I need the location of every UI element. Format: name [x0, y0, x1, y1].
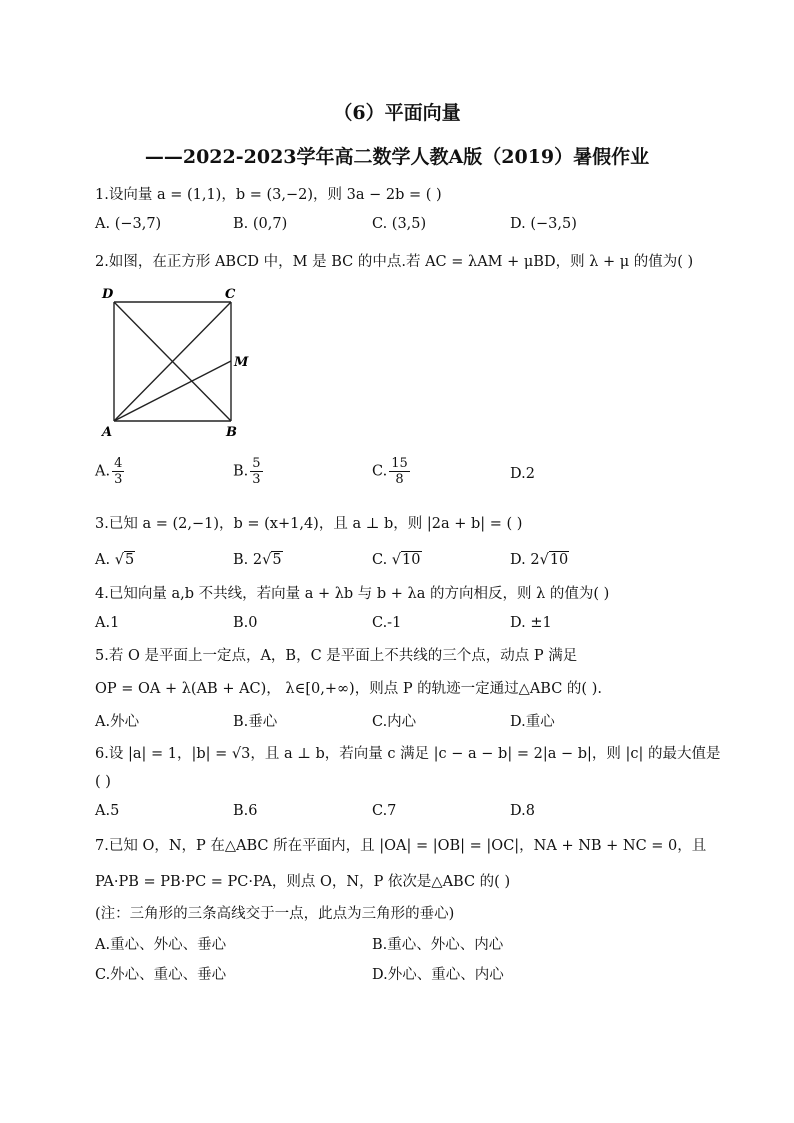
q1-option-a: A. (−3,7)	[95, 216, 162, 232]
q1-option-d: D. (−3,5)	[510, 216, 577, 232]
question-5: 5.若 O 是平面上一定点，A，B，C 是平面上不共线的三个点，动点 P 满足	[95, 648, 578, 664]
q2-option-a: A. $\frac{4}{3}$	[95, 456, 123, 487]
question-5-condition: OP = OA + λ(AB + AC)， λ∈[0,+∞)，则点 P 的轨迹一定通过△ABC 的( ).	[95, 681, 602, 697]
q5-option-d: D.重心	[510, 714, 555, 730]
question-6-paren: ( )	[95, 774, 111, 790]
question-4: 4.已知向量 a,b 不共线，若向量 a + λb 与 b + λa 的方向相反，则 λ 的值为( )	[95, 586, 610, 602]
q6-option-b: B.6	[233, 803, 258, 819]
q7-option-c: C.外心、重心、垂心	[95, 967, 227, 983]
label-m: M	[234, 355, 249, 370]
q3-option-b: B. 2√5	[233, 552, 282, 568]
question-1: 1.设向量 a = (1,1)，b = (3,−2)，则 3a − 2b = ( )	[95, 187, 442, 203]
q3-option-c: C. √10	[372, 552, 421, 568]
q5-option-a: A.外心	[95, 714, 140, 730]
q7-option-a: A.重心、外心、垂心	[95, 937, 227, 953]
label-c: C	[225, 287, 236, 302]
question-2: 2.如图，在正方形 ABCD 中，M 是 BC 的中点.若 AC = λAM + μBD，则 λ + μ 的值为( )	[95, 254, 694, 270]
label-a: A	[102, 425, 113, 440]
label-d: D	[102, 287, 114, 302]
question-6: 6.设 |a| = 1，|b| = √3，且 a ⊥ b，若向量 c 满足 |c − a − b| = 2|a − b|，则 |c| 的最大值是	[95, 746, 721, 762]
q2-option-c: C. $\frac{15}{8}$	[372, 456, 408, 487]
q6-option-c: C.7	[372, 803, 397, 819]
q7-option-d: D.外心、重心、内心	[372, 967, 504, 983]
q6-option-a: A.5	[95, 803, 120, 819]
q5-option-c: C.内心	[372, 714, 417, 730]
worksheet-subtitle: ——2022-2023学年高二数学人教A版（2019）暑假作业	[144, 146, 650, 168]
q4-option-a: A.1	[95, 615, 120, 631]
q7-option-b: B.重心、外心、内心	[372, 937, 504, 953]
question-3: 3.已知 a = (2,−1)，b = (x+1,4)，且 a ⊥ b，则 |2a + b| = ( )	[95, 516, 523, 532]
q2-option-d: D.2	[510, 466, 535, 482]
q4-option-b: B.0	[233, 615, 258, 631]
q4-option-d: D. ±1	[510, 615, 552, 631]
label-b: B	[226, 425, 237, 440]
q2-option-b: B. $\frac{5}{3}$	[233, 456, 261, 487]
q3-option-a: A. √5	[95, 552, 135, 568]
q1-option-c: C. (3,5)	[372, 216, 427, 232]
question-7-condition: PA·PB = PB·PC = PC·PA，则点 O，N，P 依次是△ABC 的( )	[95, 874, 511, 890]
square-abcd-figure	[98, 284, 258, 440]
q6-option-d: D.8	[510, 803, 535, 819]
q5-option-b: B.垂心	[233, 714, 278, 730]
worksheet-title: （6）平面向量	[333, 102, 461, 124]
question-7-note: (注：三角形的三条高线交于一点，此点为三角形的垂心)	[95, 906, 455, 922]
q3-option-d: D. 2√10	[510, 552, 569, 568]
question-7: 7.已知 O，N，P 在△ABC 所在平面内，且 |OA| = |OB| = |OC|，NA + NB + NC = 0，且	[95, 838, 707, 854]
q4-option-c: C.-1	[372, 615, 402, 631]
q1-option-b: B. (0,7)	[233, 216, 288, 232]
